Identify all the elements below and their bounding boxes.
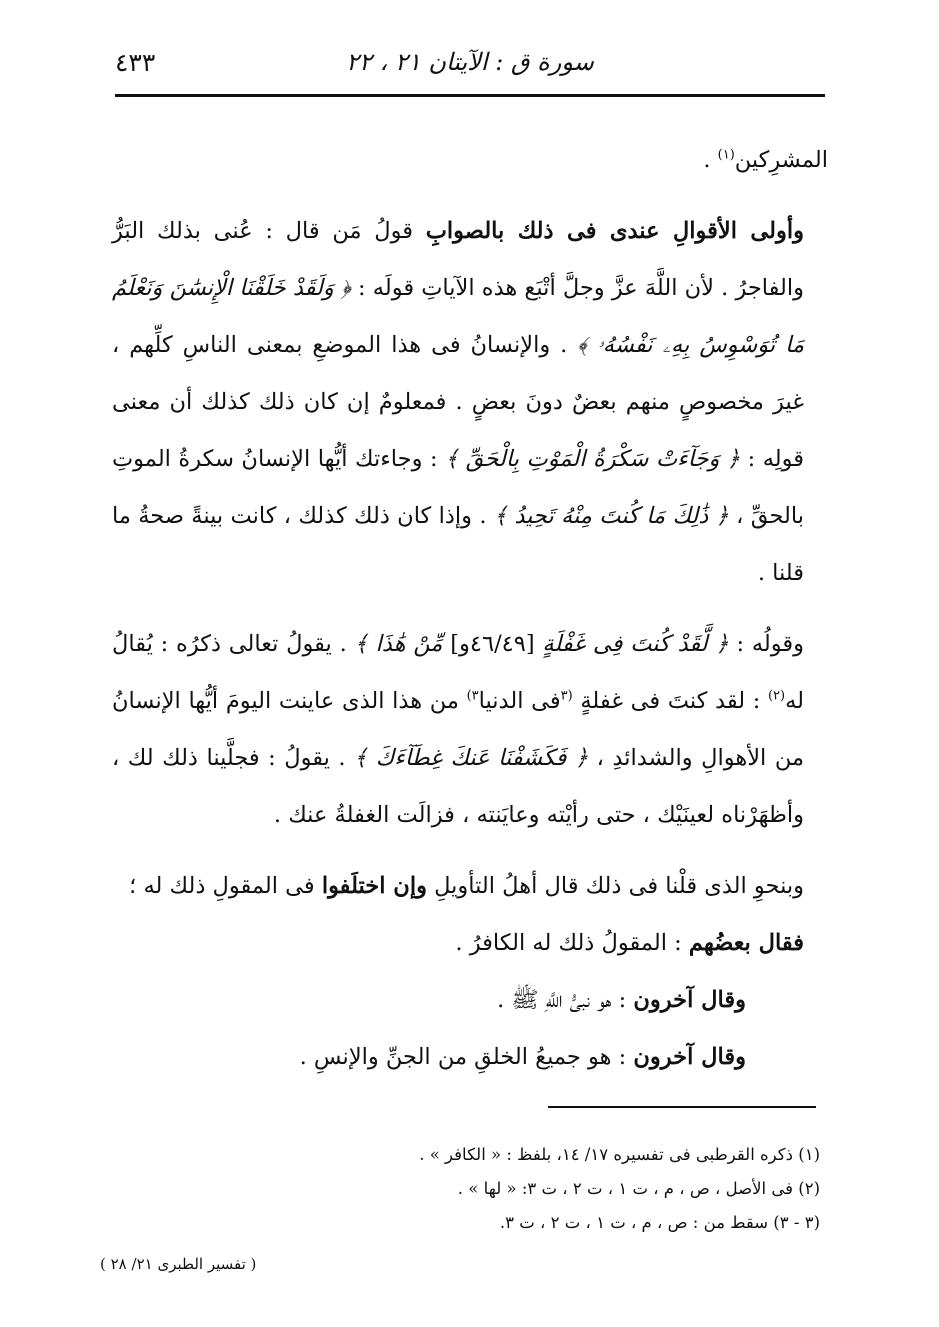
quran-quote: ﴿ لَّقَدْ كُنتَ فِى غَفْلَةٍ	[542, 631, 729, 657]
footnote-marker-1: (١)	[717, 147, 735, 163]
bold-phrase: وإن اختلَفوا	[321, 873, 427, 899]
bold-lead: وقال آخرون	[633, 1044, 746, 1070]
text-run: وبنحوِ الذى قلْنا فى ذلك قال أهلُ التأويلِ	[426, 873, 804, 899]
text-run: فى الدنيا	[478, 688, 561, 714]
paragraph-4	[112, 972, 828, 1029]
quran-quote: ﴿ وَلَقَدْ خَلَقْنَا الْإِنسَٰنَ وَنَعْلَمُ مَا تُوَسْوِسُ بِهِۦ نَفْسُهُۥ ﴾	[112, 275, 804, 358]
footnote-marker-2: (٢)	[767, 688, 786, 704]
text-run: : وجاءتك أيُّها الإنسانُ سكرةُ الموتِ بالحقِّ ،	[112, 446, 804, 529]
quran-quote: مِّنْ هَٰذَا ﴾	[354, 631, 443, 657]
page-header	[115, 42, 825, 86]
running-title: سورة ق : الآيتان ٢١ ، ٢٢	[346, 48, 594, 76]
text-run: . يقولُ تعالى ذكرُه : يُقالُ له	[112, 631, 804, 714]
paragraph-2	[112, 616, 828, 844]
bold-lead: وقال آخرون	[633, 987, 746, 1013]
text-run: .	[703, 147, 718, 173]
text-run: من هذا الذى عاينت اليومَ أيُّها الإنسانُ من الأهوالِ والشدائدِ ،	[112, 688, 804, 771]
volume-signature: ( تفسير الطبرى ٢١/ ٢٨ )	[100, 1255, 257, 1273]
text-run: : هو نبىُّ اللَّهِ ﷺ .	[497, 987, 634, 1013]
text-run: . يقولُ : فجلَّينا ذلك لك ، وأظهَرْناه لعينَيْك ، حتى رأيْته وعايَنته ، فزالَت الغفلةُ عنك .	[112, 745, 804, 828]
footnote-rule	[548, 1106, 816, 1108]
quran-quote: ﴿ وَجَآءَتْ سَكْرَةُ الْمَوْتِ بِالْحَقِّ ﴾	[445, 446, 741, 472]
footnote-3: (٣ - ٣) سقط من : ص ، م ، ت ١ ، ت ٢ ، ت ٣.	[499, 1213, 820, 1232]
bold-lead: وأولى الأقوالِ عندى فى ذلك بالصوابِ	[425, 218, 804, 244]
text-run: . وإذا كان ذلك كذلك ، كانت بينةً صحةُ ما قلنا .	[112, 503, 804, 586]
text-run: : المقولُ ذلك له الكافرُ .	[455, 930, 689, 956]
footnote-1: (١) ذكره القرطبى فى تفسيره ١٧/ ١٤، بلفظ : « الكافر » .	[419, 1145, 820, 1164]
text-run: . والإنسانُ فى هذا الموضعِ بمعنى الناسِ كلِّهم ، غيرَ مخصوصٍ منهم بعضٌ دونَ بعضٍ . فمعلومٌ إن كان ذلك كذلك أن معنى قولِه :	[112, 332, 804, 472]
quran-quote: ﴿ فَكَشَفْنَا عَنكَ غِطَآءَكَ ﴾	[354, 745, 589, 771]
paragraph-3	[112, 858, 828, 972]
text-run: : هو جميعُ الخلقِ من الجنِّ والإنسِ .	[299, 1044, 634, 1070]
text-run: المشرِكين	[734, 147, 828, 173]
paragraph-1	[112, 203, 828, 602]
text-run: : لقد كنتَ فى غفلةٍ	[572, 688, 768, 714]
text-run: وقولُه :	[728, 631, 804, 657]
footnote-marker-3-open: (٣	[560, 688, 573, 704]
main-text	[112, 132, 828, 1086]
text-run: فى المقولِ ذلك له ؛	[129, 873, 322, 899]
text-run: قولُ مَن قال : عُنى بذلك البَرُّ والفاجرُ . لأن اللَّهَ عزَّ وجلَّ أتْبَع هذه الآياتِ قولَه :	[112, 218, 804, 301]
bold-phrase: فقال بعضُهم	[688, 930, 804, 956]
footnotes	[300, 1138, 820, 1240]
footnote-marker-3-close: ٣)	[466, 688, 479, 704]
footnote-2: (٢) فى الأصل ، ص ، م ، ت ١ ، ت ٢ ، ت ٣: « لها » .	[457, 1179, 820, 1198]
header-rule	[115, 94, 825, 97]
manuscript-ref: [٤٦/٤٩و]	[442, 631, 543, 657]
quran-quote: ﴿ ذَٰلِكَ مَا كُنتَ مِنْهُ تَحِيدُ ﴾	[493, 503, 729, 529]
paragraph-5	[112, 1029, 828, 1086]
page-number: ٤٣٣	[115, 48, 156, 77]
paragraph-0	[112, 132, 828, 189]
